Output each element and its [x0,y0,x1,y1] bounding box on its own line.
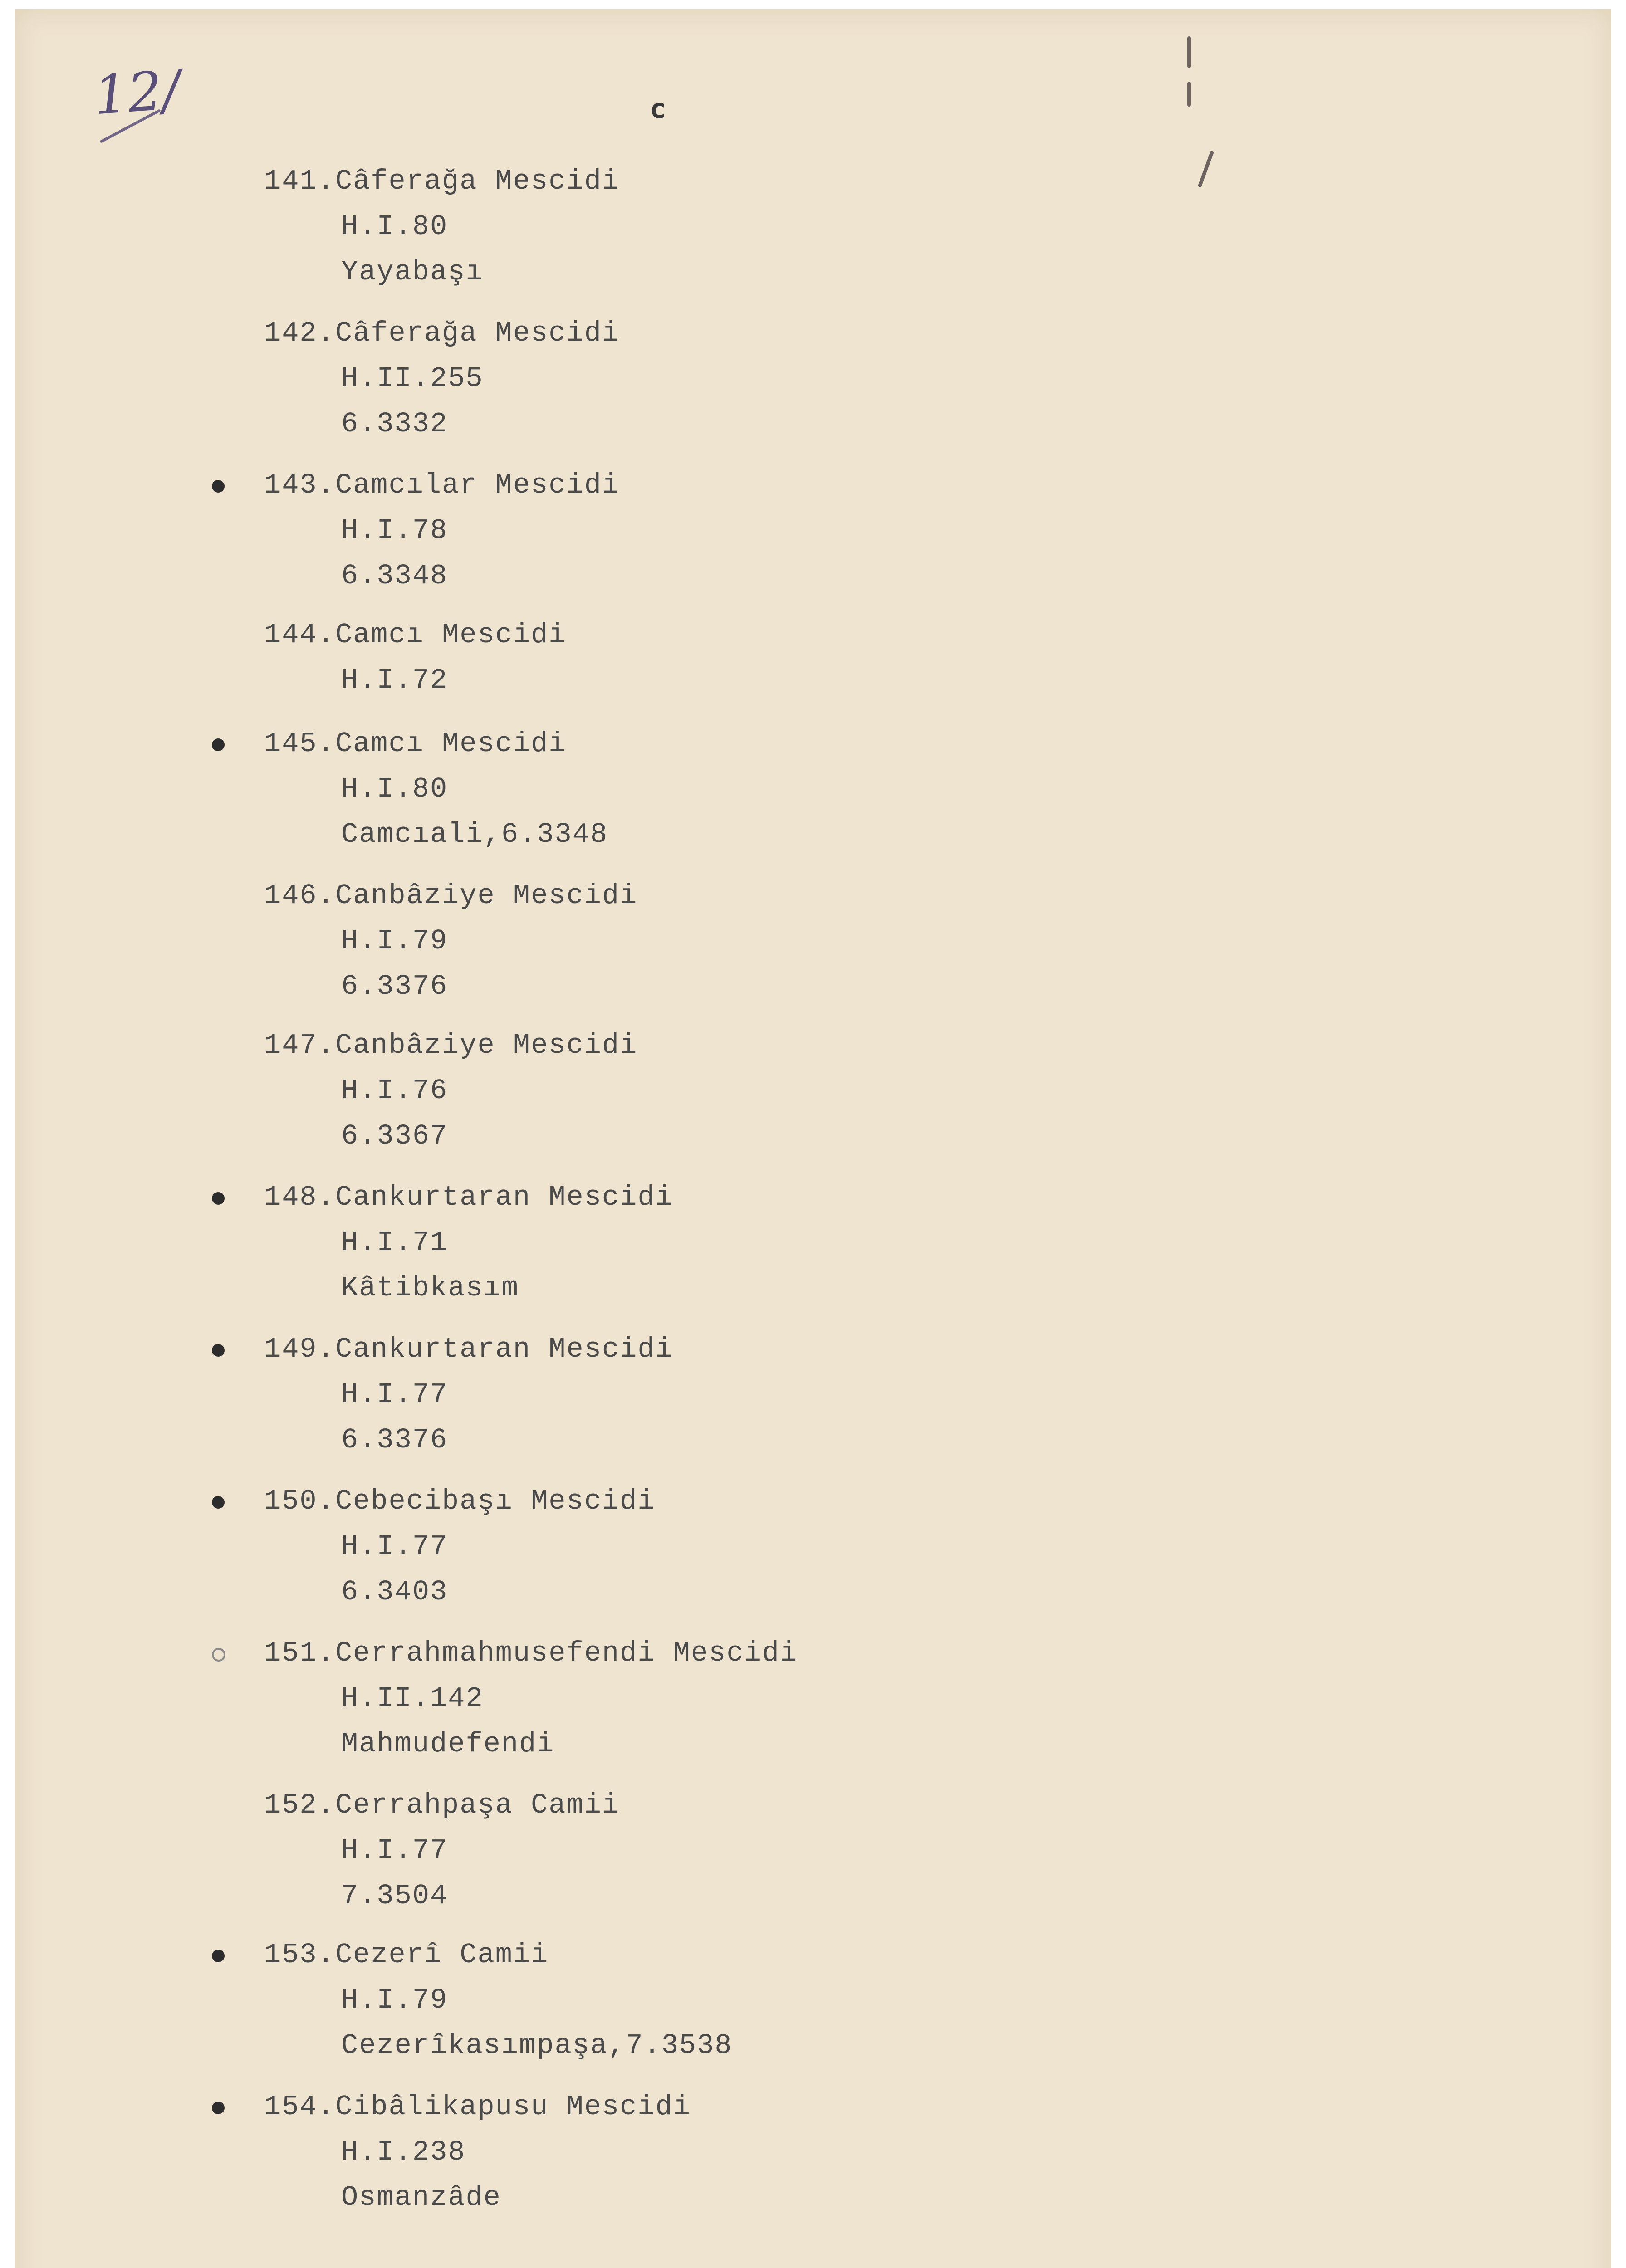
entry-detail: H.I.77 [341,1530,448,1563]
entry-detail: Camcıali,6.3348 [341,818,608,850]
entry-title: 147.Canbâziye Mescidi [264,1029,638,1061]
entry-title: 149.Cankurtaran Mescidi [264,1333,673,1365]
handwritten-page-number: 12/ [92,58,182,127]
margin-pencil-mark [1187,36,1191,68]
entry-detail: H.I.80 [341,210,448,243]
entry-title: 143.Camcılar Mescidi [264,469,620,501]
entry-title: 145.Camcı Mescidi [264,728,567,760]
entry-detail: H.I.79 [341,925,448,957]
entry-detail: H.I.77 [341,1834,448,1867]
entry-detail: 6.3348 [341,560,448,592]
entry-detail: H.II.255 [341,362,484,395]
filled-bullet-mark [212,738,225,751]
entry-detail: 7.3504 [341,1880,448,1912]
entry-detail: H.I.80 [341,773,448,805]
entry-title: 144.Camcı Mescidi [264,619,567,651]
hollow-bullet-mark [212,1648,225,1662]
entry-detail: H.I.76 [341,1075,448,1107]
entry-detail: H.I.238 [341,2136,466,2168]
margin-pencil-mark [1198,150,1215,188]
margin-pencil-mark [1187,82,1191,107]
entry-detail: H.I.79 [341,1984,448,2016]
entry-detail: Cezerîkasımpaşa,7.3538 [341,2029,733,2062]
entry-title: 146.Canbâziye Mescidi [264,880,638,912]
entry-title: 153.Cezerî Camii [264,1939,549,1971]
entry-detail: 6.3376 [341,970,448,1002]
filled-bullet-mark [212,2102,225,2114]
filled-bullet-mark [212,1192,225,1205]
entry-detail: H.I.71 [341,1227,448,1259]
entry-detail: Yayabaşı [341,256,484,288]
entry-detail: H.I.77 [341,1378,448,1411]
entry-title: 154.Cibâlikapusu Mescidi [264,2091,691,2123]
filled-bullet-mark [212,480,225,493]
entry-detail: H.I.78 [341,514,448,547]
entry-title: 152.Cerrahpaşa Camii [264,1789,620,1821]
filled-bullet-mark [212,1950,225,1962]
entry-detail: 6.3332 [341,408,448,440]
entry-detail: Osmanzâde [341,2181,501,2214]
entry-title: 148.Cankurtaran Mescidi [264,1181,673,1213]
entry-detail: Kâtibkasım [341,1272,519,1304]
filled-bullet-mark [212,1496,225,1509]
entry-detail: 6.3403 [341,1576,448,1608]
entry-detail: H.I.72 [341,664,448,696]
document-page [15,9,1611,2268]
section-letter: c [650,93,666,125]
entry-detail: H.II.142 [341,1682,484,1715]
entry-title: 142.Câferağa Mescidi [264,317,620,349]
entry-detail: Mahmudefendi [341,1728,555,1760]
filled-bullet-mark [212,1344,225,1357]
entry-detail: 6.3367 [341,1120,448,1152]
entry-title: 150.Cebecibaşı Mescidi [264,1485,656,1517]
entry-title: 141.Câferağa Mescidi [264,165,620,197]
entry-title: 151.Cerrahmahmusefendi Mescidi [264,1637,798,1669]
entry-detail: 6.3376 [341,1424,448,1456]
